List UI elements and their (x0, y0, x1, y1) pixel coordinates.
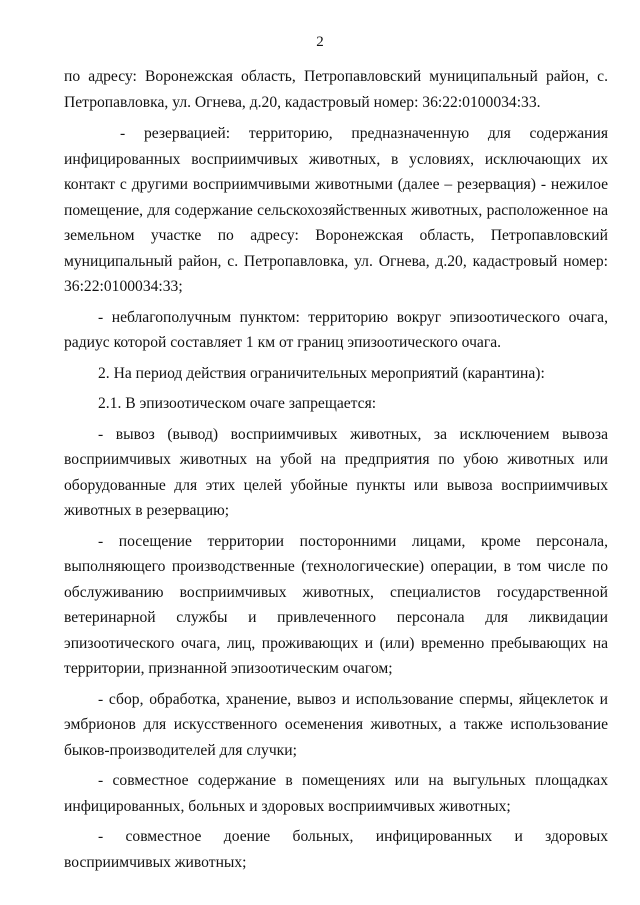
paragraph-ban-export: - вывоз (вывод) восприимчивых животных, за исключением вывоза восприимчивых животных на убой на предприятия по убою животных или оборудованные для этих целей убойные пункты или вывоза восприимчивых животных в резервацию; (64, 425, 608, 519)
paragraph-section-2-heading: 2. На период действия ограничительных мероприятий (карантина): (98, 364, 545, 382)
paragraph-ban-sperm: - сбор, обработка, хранение, вывоз и использование спермы, яйцеклеток и эмбрионов для искусственного осеменения животных, а также использование быков-производителей для случки; (64, 690, 608, 759)
paragraph-ban-joint-keeping: - совместное содержание в помещениях или на выгульных площадках инфицированных, больных и здоровых восприимчивых животных; (64, 772, 608, 815)
page-number: 2 (316, 34, 324, 50)
paragraph-section-2-1-heading: 2.1. В эпизоотическом очаге запрещается: (98, 395, 377, 412)
paragraph-ban-joint-milking: - совместное доение больных, инфицированных и здоровых восприимчивых животных; (64, 828, 608, 871)
document-body (64, 64, 608, 875)
paragraph-reservation-definition: - резервацией: территорию, предназначенную для содержания инфицированных восприимчивых животных, в условиях, исключающих их контакт с другими восприимчивыми животными (далее – резервация) - нежилое помещение, для содержание сельскохозяйственных животных, расположенное на земельном участке по адресу: Воронежская область, Петропавловский муниципальный район, с. Петропавловка, ул. Огнева, д.20, кадастровый номер: 36:22:0100034:33; (64, 125, 608, 295)
paragraph-unfavorable-point: - неблагополучным пунктом: территорию вокруг эпизоотического очага, радиус которой составляет 1 км от границ эпизоотического очага. (64, 308, 608, 351)
paragraph-ban-visits: - посещение территории посторонними лицами, кроме персонала, выполняющего производственные (технологические) операции, в том числе по обслуживанию восприимчивых животных, специалистов государственной ветеринарной службы и привлеченного персонала для ликвидации эпизоотического очага, лиц, проживающих и (или) временно пребывающих на территории, признанной эпизоотическим очагом; (64, 532, 608, 677)
paragraph-address-continuation: по адресу: Воронежская область, Петропавловский муниципальный район, с. Петропавловка, ул. Огнева, д.20, кадастровый номер: 36:22:0100034:33. (64, 68, 608, 111)
